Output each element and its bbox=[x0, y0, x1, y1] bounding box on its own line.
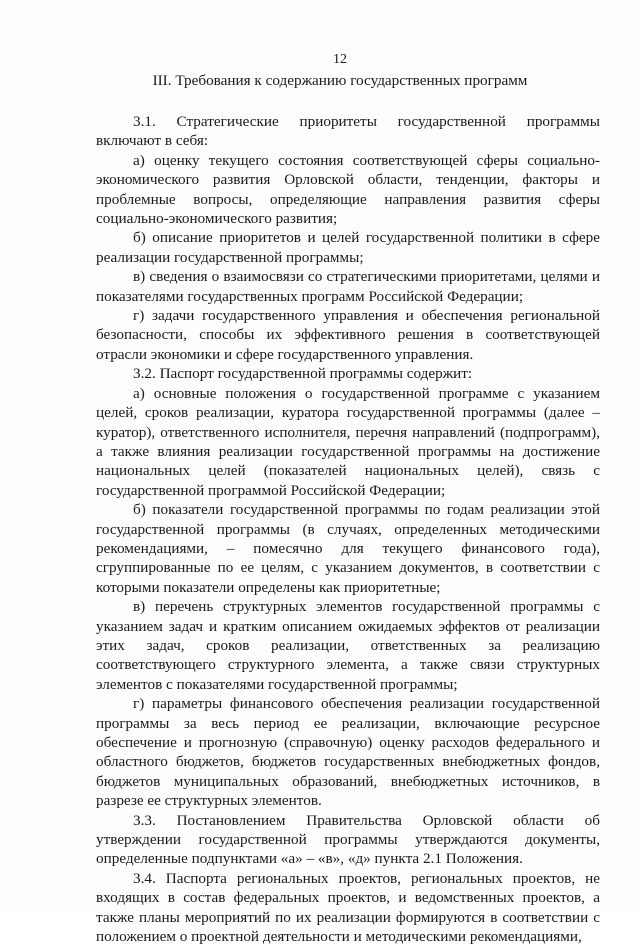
page-number: 12 bbox=[333, 52, 347, 67]
document-body bbox=[96, 112, 600, 946]
paragraph-3-1-b: б) описание приоритетов и целей государственной политики в сфере реализации государственной программы; bbox=[96, 229, 600, 266]
paragraph-3-4: 3.4. Паспорта региональных проектов, региональных проектов, не входящих в состав федеральных проектов, и ведомственных проектов, а также планы мероприятий по их реализации формируются в соответствии с положением о проектной деятельности и методическими рекомендациями, bbox=[96, 869, 600, 946]
paragraph-3-2-v: в) перечень структурных элементов государственной программы с указанием задач и кратким описанием ожидаемых эффектов от реализации этих задач, сроков реализации, ответственных за реализацию соответствующего структурного элемента, а также связи структурных элементов с показателями государственной программы; bbox=[96, 598, 600, 693]
paragraph-3-2-b: б) показатели государственной программы по годам реализации этой государственной программы (в случаях, определенных методическими рекомендациями, – помесячно для текущего финансового года), сгруппированные по ее целям, с указанием документов, в соответствии с которыми показатели определены как приоритетные; bbox=[96, 501, 600, 596]
paragraph-3-2-g: г) параметры финансового обеспечения реализации государственной программы за весь период ее реализации, включающие ресурсное обеспечение и прогнозную (справочную) оценку расходов федерального и областного бюджетов, бюджетов государственных внебюджетных фондов, бюджетов муниципальных образований, внебюджетных источников, в разрезе ее структурных элементов. bbox=[96, 695, 600, 810]
paragraph-3-2: 3.2. Паспорт государственной программы содержит: bbox=[133, 365, 473, 383]
section-title: III. Требования к содержанию государственных программ bbox=[152, 72, 528, 89]
paragraph-3-2-a: а) основные положения о государственной программе с указанием целей, сроков реализации, куратора государственной программы (далее – куратор), ответственного исполнителя, перечня направлений (подпрограмм), а также влияния реализации государственной программы на достижение национальных целей (показателей национальных целей), связь с государственной программой Российской Федерации; bbox=[96, 384, 600, 499]
paragraph-3-1: 3.1. Стратегические приоритеты государственной программы включают в себя: bbox=[96, 113, 600, 150]
paragraph-3-3: 3.3. Постановлением Правительства Орловской области об утверждении государственной программы утверждаются документы, определенные подпунктами «а» – «в», «д» пункта 2.1 Положения. bbox=[96, 811, 600, 868]
paragraph-3-1-g: г) задачи государственного управления и обеспечения региональной безопасности, способы их эффективного решения в соответствующей отрасли экономики и сфере государственного управления. bbox=[96, 307, 600, 363]
paragraph-3-1-a: а) оценку текущего состояния соответствующей сферы социально-экономического развития Орловской области, тенденции, факторы и проблемные вопросы, определяющие направления развития сферы социально-экономического развития; bbox=[96, 151, 600, 228]
paragraph-3-1-v: в) сведения о взаимосвязи со стратегическими приоритетами, целями и показателями государственных программ Российской Федерации; bbox=[96, 268, 600, 305]
